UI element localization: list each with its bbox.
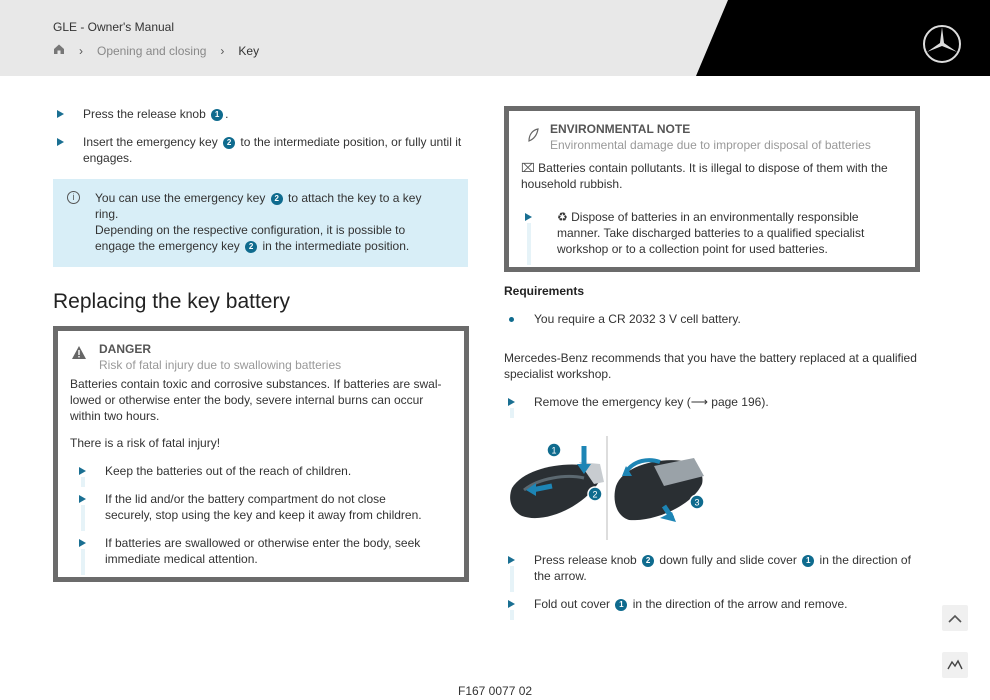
figure-callout-1: 1: [551, 445, 557, 456]
callout-1: 1: [211, 109, 223, 121]
env-subtitle: Environmental damage due to improper disposal of batteries: [550, 138, 871, 152]
danger-label: DANGER: [99, 342, 152, 356]
danger-body: Batteries contain toxic and corrosive substances. If batteries are swal- lowed or otherwise enter the body, severe internal burns can occur within two hours.: [70, 377, 442, 423]
callout-1: 1: [802, 555, 814, 567]
chevron-right-icon: ›: [220, 43, 225, 58]
recommendation-text: Mercedes-Benz recommends that you have the battery replaced at a qualified specialist workshop.: [504, 351, 917, 381]
key-illustration: [504, 436, 714, 540]
requirements-heading: Requirements: [504, 284, 585, 298]
danger-subtitle: Risk of fatal injury due to swallowing batteries: [99, 358, 342, 372]
mercedes-star-logo: [922, 24, 962, 64]
app-title: GLE - Owner's Manual: [53, 20, 175, 34]
figure-code: F167 0077 02: [458, 684, 533, 698]
info-icon: i: [67, 191, 80, 204]
feedback-button[interactable]: [942, 652, 968, 678]
danger-box: [53, 326, 469, 582]
env-bullet: ♻ Dispose of batteries in an environmentally responsible manner. Take discharged batteries to a qualified specialist workshop or to a collection point for used batteries.: [521, 209, 911, 257]
header-bar: [0, 0, 990, 76]
danger-warning: There is a risk of fatal injury!: [70, 436, 221, 450]
section-title: Replacing the key battery: [53, 290, 290, 313]
callout-1: 1: [615, 599, 627, 611]
breadcrumb-current: Key: [238, 43, 260, 58]
step-insert-emergency-key: Insert the emergency key 2 to the intermediate position, or fully until it engages.: [53, 134, 473, 166]
scroll-top-button[interactable]: [942, 605, 968, 631]
environmental-note-box: [504, 106, 920, 272]
requirement-item: You require a CR 2032 3 V cell battery.: [534, 312, 741, 326]
danger-bullet: If the lid and/or the battery compartment do not close securely, stop using the key and keep it away from children.: [75, 491, 455, 523]
step-remove-key: [504, 394, 924, 410]
chevron-up-icon: [948, 614, 962, 623]
recycle-icon: ♻: [557, 210, 568, 224]
chevron-right-icon: ›: [79, 43, 83, 58]
breadcrumb: [53, 43, 259, 58]
home-icon[interactable]: [53, 43, 65, 58]
info-note: i You can use the emergency key 2 to attach the key to a key ring. Depending on the respective configuration, it is possible to engage the emergency key 2 in the intermediate position.: [53, 179, 468, 267]
callout-2: 2: [642, 555, 654, 567]
breadcrumb-item[interactable]: Opening and closing: [97, 43, 207, 58]
figure-callout-2: 2: [592, 489, 598, 500]
bookmark-icon: [947, 659, 963, 671]
step-press-release-knob: Press the release knob 1 .: [53, 106, 473, 122]
env-body: ⌧ Batteries contain pollutants. It is illegal to dispose of them with the household rubbish.: [521, 161, 888, 191]
danger-bullet: Keep the batteries out of the reach of children.: [75, 463, 455, 479]
callout-2: 2: [223, 137, 235, 149]
step-fold-out-cover: Fold out cover 1 in the direction of the arrow and remove.: [504, 596, 924, 612]
figure-callout-3: 3: [694, 497, 700, 508]
callout-2: 2: [271, 193, 283, 205]
leaf-icon: [527, 128, 539, 142]
callout-2: 2: [245, 241, 257, 253]
page-link[interactable]: Remove the emergency key (⟶ page 196).: [534, 395, 769, 409]
env-label: ENVIRONMENTAL NOTE: [550, 122, 691, 136]
crossed-bin-icon: ⌧: [521, 161, 535, 175]
step-press-release-knob-cover: Press release knob 2 down fully and slide cover 1 in the direction of the arrow.: [504, 552, 924, 584]
warning-triangle-icon: [72, 346, 86, 359]
danger-bullet: If batteries are swallowed or otherwise enter the body, seek immediate medical attention.: [75, 535, 455, 567]
